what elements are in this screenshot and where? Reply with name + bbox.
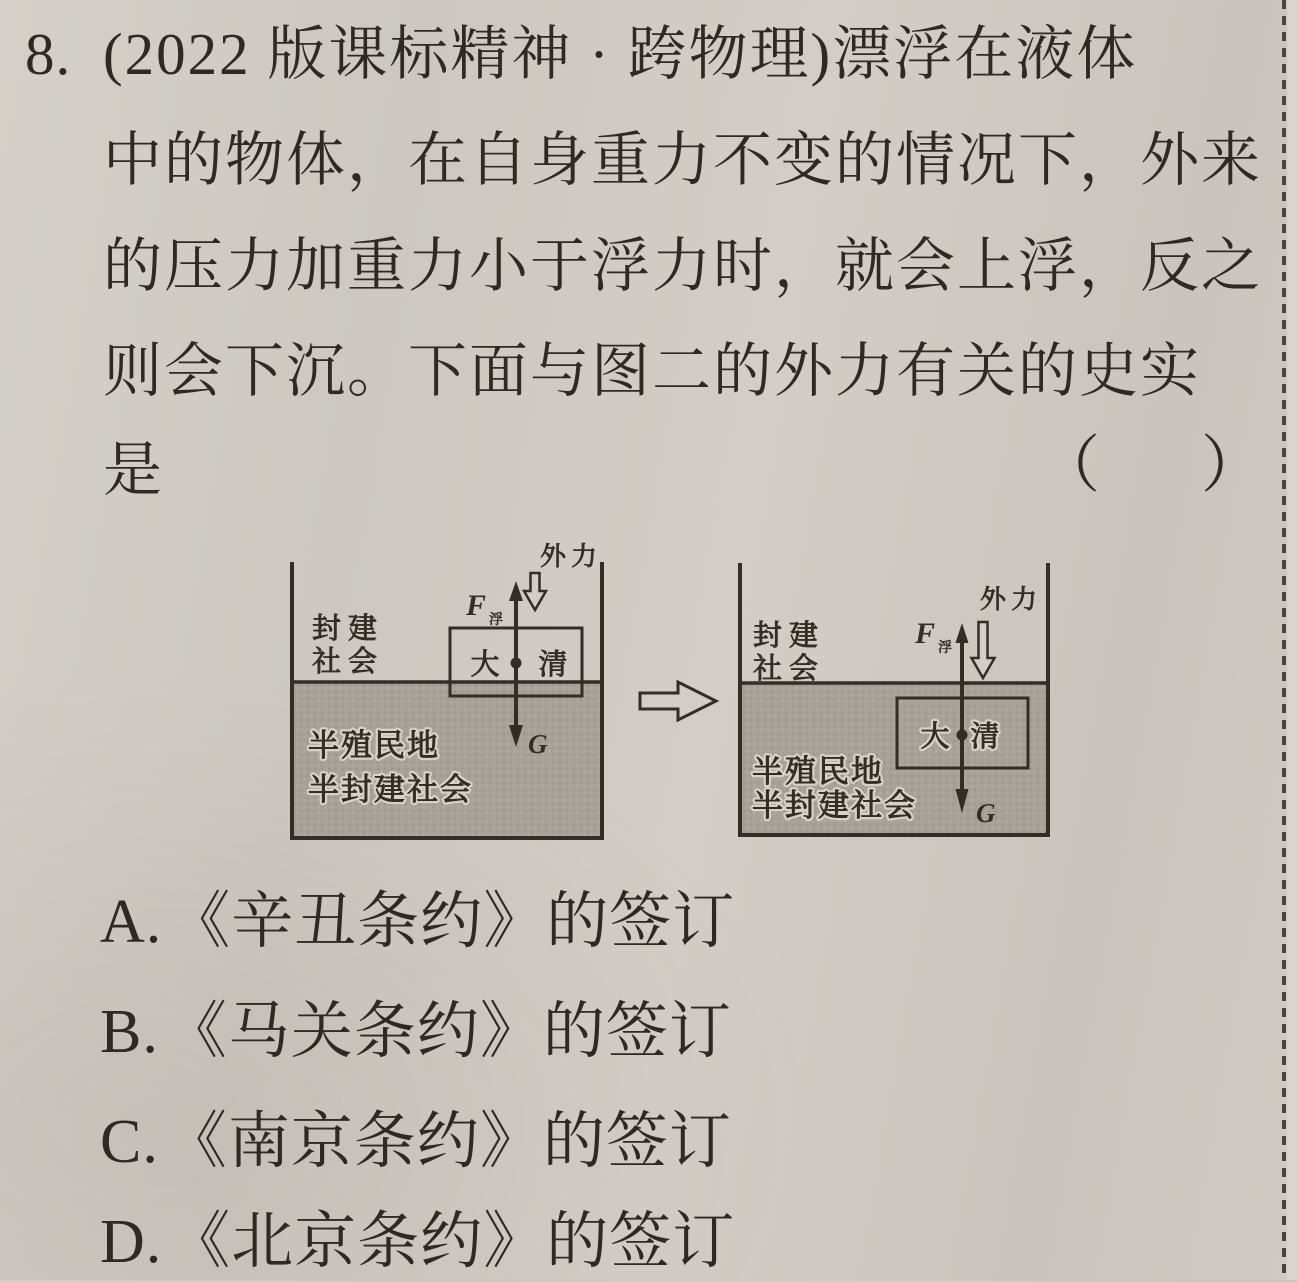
liquid-region-label-line1: 半殖民地 (752, 754, 884, 789)
external-force-arrow (524, 573, 546, 610)
question-number: 8. (25, 21, 72, 87)
gravity-label: G (528, 729, 548, 759)
gravity-label: G (976, 798, 996, 828)
buoyancy-arrowhead (956, 623, 969, 643)
answer-bracket-open: （ (1038, 432, 1101, 500)
upper-region-label-line1: 封建 (753, 620, 826, 652)
transform-arrow (636, 672, 722, 730)
question-line-5: 是 (103, 437, 165, 503)
option-row-d (100, 1202, 735, 1282)
buoyancy-force-subscript: 浮 (489, 613, 503, 628)
liquid-region-label-line2: 半封建社会 (752, 788, 917, 823)
transform-arrow-shape (640, 682, 716, 720)
option-text: 《马关条约》的签订 (164, 998, 732, 1066)
option-label: B. (100, 998, 159, 1066)
option-text: 《北京条约》的签订 (168, 1208, 736, 1276)
box-char-qing: 清 (538, 649, 568, 681)
question-line-1: (2022 版课标精神 · 跨物理)漂浮在液体 (103, 21, 1138, 87)
upper-region-label-line2: 社会 (753, 653, 826, 685)
option-label: A. (100, 888, 163, 956)
buoyancy-force-label: F (915, 617, 936, 650)
buoyancy-arrowhead (509, 581, 523, 601)
option-label: C. (100, 1108, 159, 1176)
box-char-qing: 清 (970, 721, 1000, 753)
upper-region-label-line2: 社会 (312, 646, 385, 678)
external-force-arrow (972, 622, 995, 678)
figure-right-submerged-qing (735, 535, 1065, 847)
buoyancy-force-subscript: 浮 (938, 641, 952, 656)
answer-bracket-close: ） (1201, 432, 1264, 500)
buoyancy-force-label: F (466, 589, 487, 622)
liquid-region-label-line2: 半封建社会 (308, 772, 473, 807)
option-row-b (100, 992, 732, 1072)
option-text: 《辛丑条约》的签订 (168, 888, 736, 956)
page-edge-strip (1287, 0, 1297, 1280)
figure-left-floating-qing (278, 535, 610, 847)
option-row-c (100, 1102, 732, 1182)
liquid-region-label-line1: 半殖民地 (308, 728, 440, 763)
option-row-a (100, 882, 735, 962)
external-force-label: 外力 (540, 542, 603, 571)
option-label: D. (100, 1208, 163, 1276)
box-char-da: 大 (920, 721, 950, 753)
upper-region-label-line1: 封建 (312, 613, 385, 645)
question-line-3: 的压力加重力小于浮力时，就会上浮，反之 (103, 233, 1263, 299)
question-line-4: 则会下沉。下面与图二的外力有关的史实 (103, 338, 1202, 404)
option-text: 《南京条约》的签订 (164, 1108, 732, 1176)
external-force-label: 外力 (980, 585, 1043, 614)
question-line-2: 中的物体，在自身重力不变的情况下，外来 (103, 127, 1263, 193)
box-char-da: 大 (470, 649, 500, 681)
page-divider-dashed-line (1282, 0, 1286, 1280)
